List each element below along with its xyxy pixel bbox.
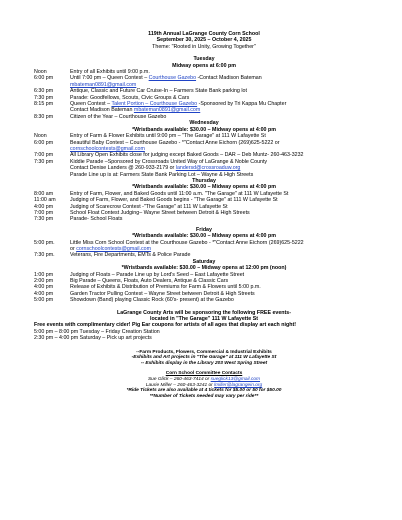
schedule-time: 4:00 pm bbox=[34, 290, 54, 297]
schedule-text: Veterans, Fire Departments, EMTs & Police Parade bbox=[70, 252, 191, 259]
ride-ticket-note-2: **Number of Tickets needed may vary per ride** bbox=[149, 393, 259, 399]
schedule-link[interactable]: landersd@crossroaduw.org bbox=[175, 165, 241, 172]
schedule-text: Queen Contest – bbox=[70, 101, 112, 108]
exhibits-line-2: -Exhibits and Art projects in "The Garage" at 111 W Lafayette St bbox=[131, 355, 277, 361]
midway-saturday: *Wristbands available: $30.00 – Midway opens at 12:00 pm (noon) bbox=[121, 265, 287, 272]
schedule-text: Garden Tractor Pulling Contest – Wayne Street between Detroit & High Streets bbox=[70, 290, 255, 297]
schedule-link[interactable]: Talent Portion – Courthouse Gazebo bbox=[111, 101, 198, 108]
schedule-text: -Sponsored by Tri Kappa Mu Chapter bbox=[197, 101, 287, 108]
schedule-row bbox=[34, 252, 374, 258]
schedule-wednesday bbox=[34, 133, 374, 178]
schedule-tuesday bbox=[34, 69, 374, 120]
event-theme: Theme: "Rooted in Unity, Growing Together" bbox=[152, 43, 256, 50]
schedule-email-link[interactable]: cornschoolcontests@gmail.com bbox=[70, 145, 145, 152]
schedule-text: Judging of Farm, Flower, and Baked Goods begins - "The Garage" at 111 W Lafayette St bbox=[70, 197, 278, 204]
day-heading-wednesday: Wednesday bbox=[189, 120, 219, 127]
event-dates: September 30, 2025 – October 4, 2025 bbox=[156, 37, 252, 44]
schedule-row bbox=[34, 216, 374, 222]
ride-ticket-note: *Ride Tickets are also available at 4 tickets for $5.00 or 50 for $50.00 bbox=[126, 388, 282, 394]
schedule-link[interactable]: Courthouse Gazebo bbox=[148, 75, 197, 82]
schedule-time: 6:30 pm bbox=[34, 88, 54, 95]
schedule-text: Parade Line up is at: Farmers State Bank Parking Lot – Wayne & High Streets bbox=[70, 171, 254, 178]
schedule-text: Big Parade – Queens, Floats, Auto Dealers, Antique & Classic Cars bbox=[70, 278, 229, 285]
schedule-text: School Float Contest Judging– Wayne Street between Detroit & High Streets bbox=[70, 209, 250, 216]
schedule-text: Contact Denise Landers @ 260-933-2179 or bbox=[70, 165, 176, 172]
schedule-time: 2:00 pm bbox=[34, 278, 54, 285]
sponsor-line-1: LaGrange County Arts will be sponsoring the following FREE events- bbox=[116, 309, 292, 316]
schedule-time: 4:00 pm bbox=[34, 284, 54, 291]
midway-friday: *Wristbands available: $30.00 – Midway opens at 4:00 pm bbox=[132, 233, 276, 240]
schedule-text: Kiddie Parade –Sponsored by Crossroads United Way of LaGrange & Noble County bbox=[70, 158, 268, 165]
schedule-time: 7:30 pm bbox=[34, 158, 54, 165]
exhibits-line-1: --Farm Products, Flowers, Commercial & Industrial Exhibits bbox=[136, 349, 272, 355]
day-heading-tuesday: Tuesday bbox=[193, 56, 215, 63]
schedule-text: Until 7:00 pm – Queen Contest – bbox=[70, 75, 149, 82]
schedule-text: Release of Exhibits & Distribution of Premiums for Farm & Flowers until 5:00 p.m. bbox=[70, 284, 261, 291]
schedule-time: 7:30 pm bbox=[34, 216, 54, 223]
schedule-row bbox=[34, 297, 374, 303]
schedule-text: Judging of Floats – Parade Line up by Lord's Seed – East Lafayette Street bbox=[70, 271, 245, 278]
midway-thursday: *Wristbands available: $30.00 – Midway opens at 4:00 pm bbox=[132, 184, 276, 191]
schedule-row bbox=[34, 172, 374, 178]
schedule-text: Little Miss Corn School Contest at the Courthouse Gazebo - *"Contact Anne Eichorn (269)625-5222 bbox=[70, 239, 304, 246]
schedule-text: or bbox=[70, 246, 77, 252]
sponsor-line-3: Free events with complimentary cider! Pig Ear coupons for artists of all ages that display art each night! bbox=[34, 322, 296, 329]
schedule-text: Showdown (Band) playing Classic Rock (60's- present) at the Gazebo bbox=[70, 297, 234, 304]
committee-contact-2-email[interactable]: lmiller@lagrangein.org bbox=[214, 382, 263, 388]
schedule-time: 8:30 pm bbox=[34, 113, 54, 120]
schedule-description bbox=[70, 297, 374, 303]
schedule-time: 6:00 pm bbox=[34, 139, 54, 146]
event-title: 119th Annual LaGrange County Corn School bbox=[148, 31, 260, 37]
schedule-text: All Library Open Exhibits close for judging except Baked Goods – DAR – Deb Muntz- 260-463-3232 bbox=[70, 152, 304, 159]
sponsor-item: 2:30 pm – 4:00 pm Saturday – Pick up art projects bbox=[34, 335, 152, 342]
schedule-time: 7:00 pm bbox=[34, 209, 54, 216]
schedule-link[interactable]: mbateman0891@gmail.com bbox=[133, 107, 201, 114]
schedule-friday bbox=[34, 240, 374, 259]
schedule-time: Noon bbox=[34, 133, 47, 140]
schedule-text: Judging of Scarecrow Contest -"The Garage" at 111 W Lafayette St bbox=[70, 203, 228, 210]
schedule-text: Parade: Goodfellows, Scouts, Civic Groups & Cars bbox=[70, 94, 190, 101]
schedule-text: Contact Madison Bateman bbox=[70, 107, 134, 114]
committee-title: Corn School Committee Contacts bbox=[165, 371, 243, 377]
schedule-time: 5:00 pm. bbox=[34, 239, 55, 246]
committee-contact-1-email[interactable]: sueglick13@gmail.com bbox=[210, 377, 261, 383]
midway-wednesday: *Wristbands available: $30.00 – Midway opens at 4:00 pm bbox=[132, 126, 276, 133]
schedule-text: Citizen of the Year – Courthouse Gazebo bbox=[70, 113, 167, 120]
sponsor-item: 5:00 pm – 8:00 pm Tuesday – Friday Creation Station bbox=[34, 328, 160, 335]
schedule-time: 5:00 pm bbox=[34, 297, 54, 304]
schedule-time bbox=[34, 172, 70, 178]
schedule-time: Noon bbox=[34, 69, 47, 76]
schedule-text: Beautiful Baby Contest – Courthouse Gazebo - *"Contact Anne Eichorn (269)625-5222 or bbox=[70, 139, 280, 146]
day-heading-friday: Friday bbox=[196, 226, 212, 233]
midway-tuesday: Midway opens at 6:00 pm bbox=[172, 62, 236, 69]
schedule-time: 7:00 pm bbox=[34, 152, 54, 159]
committee-contact-2-text: Laurie Miller – 260-463-3241 or bbox=[145, 382, 215, 388]
schedule-email-link[interactable]: mbateman0891@gmail.com bbox=[70, 81, 137, 88]
schedule-text: Parade- School Floats bbox=[70, 216, 123, 223]
exhibits-line-3: -- Exhibits display in the Library 203 West Spring Street bbox=[140, 360, 268, 366]
schedule-description bbox=[70, 114, 374, 120]
schedule-text: Entry of all Exhibits until 9:00 p.m. bbox=[70, 69, 150, 76]
schedule-description bbox=[70, 252, 374, 258]
schedule-time: 8:00 am bbox=[34, 190, 54, 197]
schedule-link[interactable]: cornschoolcontests@gmail.com bbox=[76, 246, 152, 252]
flyer bbox=[34, 31, 374, 399]
schedule-text: Entry of Farm, Flower, and Baked Goods until 11:00 a.m. "The Garage" at 111 W Lafayette St bbox=[70, 190, 289, 197]
schedule-thursday bbox=[34, 191, 374, 223]
day-heading-saturday: Saturday bbox=[192, 258, 216, 265]
schedule-time: 7:30 pm bbox=[34, 94, 54, 101]
schedule-text: Antique, Classic and Future Car Cruise-In – Farmers State Bank parking lot bbox=[70, 88, 247, 95]
sponsor-line-2: located in "The Garage" 111 W Lafayette St bbox=[149, 316, 259, 323]
schedule-time: 7:30 pm. bbox=[34, 252, 55, 259]
schedule-time: 1:00 pm bbox=[34, 271, 54, 278]
schedule-time: 4:00 pm bbox=[34, 203, 54, 210]
schedule-time: 8:15 pm bbox=[34, 101, 54, 108]
schedule-text: Entry of Farm & Flower Exhibits until 9:00 pm – "The Garage" at 111 W Lafayette St bbox=[70, 133, 266, 140]
committee-contact-1-text: Sue Glick – 260-463-7414 or bbox=[147, 377, 211, 383]
schedule-text: -Contact Madison Bateman bbox=[196, 75, 262, 82]
schedule-time: 6:00 pm bbox=[34, 75, 54, 82]
day-heading-thursday: Thursday bbox=[192, 177, 216, 184]
schedule-description bbox=[70, 172, 374, 178]
schedule-description bbox=[70, 216, 374, 222]
schedule-time: 11:00 am bbox=[34, 197, 56, 204]
schedule-saturday bbox=[34, 272, 374, 304]
